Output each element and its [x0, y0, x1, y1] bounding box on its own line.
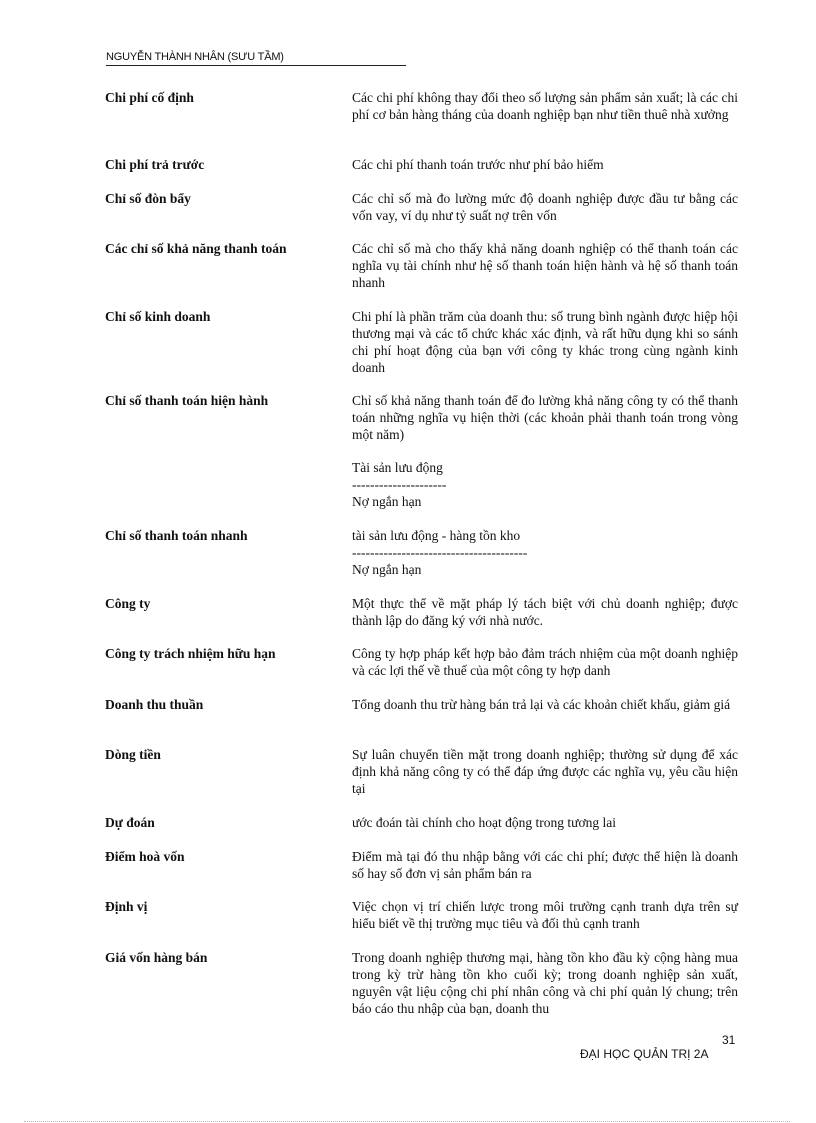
term-current-ratio: Chỉ số thanh toán hiện hành: [105, 393, 269, 408]
formula-divider: ---------------------------------------: [352, 545, 528, 560]
formula-denominator: Nợ ngắn hạn: [352, 494, 422, 509]
definition-break-even: Điểm mà tại đó thu nhập bằng với các chi phí; được thể hiện là doanh số hay số đơn vị sản phẩm bán ra: [352, 849, 738, 881]
term-prepaid-expenses: Chi phí trả trước: [105, 157, 205, 172]
term-fixed-costs: Chi phí cố định: [105, 90, 194, 105]
definition-current-ratio: [352, 392, 738, 443]
term-forecast: Dự đoán: [105, 815, 155, 830]
formula-divider: ---------------------: [352, 477, 447, 492]
page-bottom-divider: [24, 1121, 790, 1122]
definition-fixed-costs: Các chi phí không thay đổi theo số lượng sản phẩm sản xuất; là các chi phí cơ bản hàng tháng của doanh nghiệp bạn như tiền thuê nhà xưởng: [352, 90, 738, 122]
term-company: Công ty: [105, 596, 151, 611]
definition-company: Một thực thể về mặt pháp lý tách biệt với chủ doanh nghiệp; được thành lập do đăng ký với nhà nước.: [352, 596, 738, 628]
definition-current-ratio-text: Chỉ số khả năng thanh toán để đo lường khả năng công ty có thể thanh toán những nghĩa vụ hiện thời (các khoản phải thanh toán trong vòng một năm): [352, 393, 738, 442]
formula-quick-ratio: [352, 527, 738, 578]
formula-current-ratio: [352, 459, 738, 510]
term-leverage-ratios: Chỉ số đòn bẩy: [105, 191, 191, 206]
definition-liquidity-ratios: Các chỉ số mà cho thấy khả năng doanh nghiệp có thể thanh toán các nghĩa vụ tài chính như hệ số thanh toán hiện hành và hệ số thanh toán nhanh: [352, 241, 738, 290]
definition-llc: Công ty hợp pháp kết hợp bảo đảm trách nhiệm của một doanh nghiệp và các lợi thế về thuế của một công ty hợp danh: [352, 646, 738, 678]
page-footer: ĐẠI HỌC QUẢN TRỊ 2A: [580, 1047, 709, 1061]
formula-denominator: Nợ ngắn hạn: [352, 562, 422, 577]
definition-forecast: ước đoán tài chính cho hoạt động trong tương lai: [352, 815, 616, 830]
page-number: 31: [722, 1033, 736, 1047]
definition-cash-flow: Sự luân chuyển tiền mặt trong doanh nghiệp; thường sử dụng để xác định khả năng công ty có thể đáp ứng được các nghĩa vụ, yêu cầu hiện tại: [352, 747, 738, 796]
term-net-revenue: Doanh thu thuần: [105, 697, 204, 712]
formula-numerator: tài sản lưu động - hàng tồn kho: [352, 528, 521, 543]
definition-prepaid-expenses: Các chi phí thanh toán trước như phí bảo hiểm: [352, 157, 604, 172]
formula-numerator: Tài sản lưu động: [352, 460, 443, 475]
term-llc: Công ty trách nhiệm hữu hạn: [105, 646, 276, 661]
term-liquidity-ratios: Các chỉ số khả năng thanh toán: [105, 241, 287, 256]
definition-business-ratios: Chi phí là phần trăm của doanh thu: số trung bình ngành được hiệp hội thương mại và các tổ chức khác xác định, và rất hữu dụng khi so sánh chi phí hoạt động của bạn với công ty khác trong cùng ngành kinh doanh: [352, 309, 738, 375]
definition-cogs: Trong doanh nghiệp thương mại, hàng tồn kho đầu kỳ cộng hàng mua trong kỳ trừ hàng tồn kho cuối kỳ; trong doanh nghiệp sản xuất, nguyên vật liệu cộng chi phí nhân công và chi phí quản lý chung; trên báo cáo thu nhập của bạn, doanh thu: [352, 950, 738, 1016]
definition-net-revenue: Tổng doanh thu trừ hàng bán trả lại và các khoản chiết khấu, giảm giá: [352, 697, 731, 712]
term-cogs: Giá vốn hàng bán: [105, 950, 208, 965]
definition-leverage-ratios: Các chỉ số mà đo lường mức độ doanh nghiệp được đầu tư bằng các vốn vay, ví dụ như tỷ suất nợ trên vốn: [352, 191, 738, 223]
definition-positioning: Việc chọn vị trí chiến lược trong môi trường cạnh tranh dựa trên sự hiểu biết về thị trường mục tiêu và đối thủ cạnh tranh: [352, 899, 738, 931]
term-business-ratios: Chỉ số kinh doanh: [105, 309, 211, 324]
term-quick-ratio: Chỉ số thanh toán nhanh: [105, 528, 248, 543]
term-positioning: Định vị: [105, 899, 148, 914]
term-break-even: Điểm hoà vốn: [105, 849, 185, 864]
term-cash-flow: Dòng tiền: [105, 747, 161, 762]
page-header: NGUYỄN THÀNH NHÂN (SƯU TẦM): [106, 51, 406, 66]
